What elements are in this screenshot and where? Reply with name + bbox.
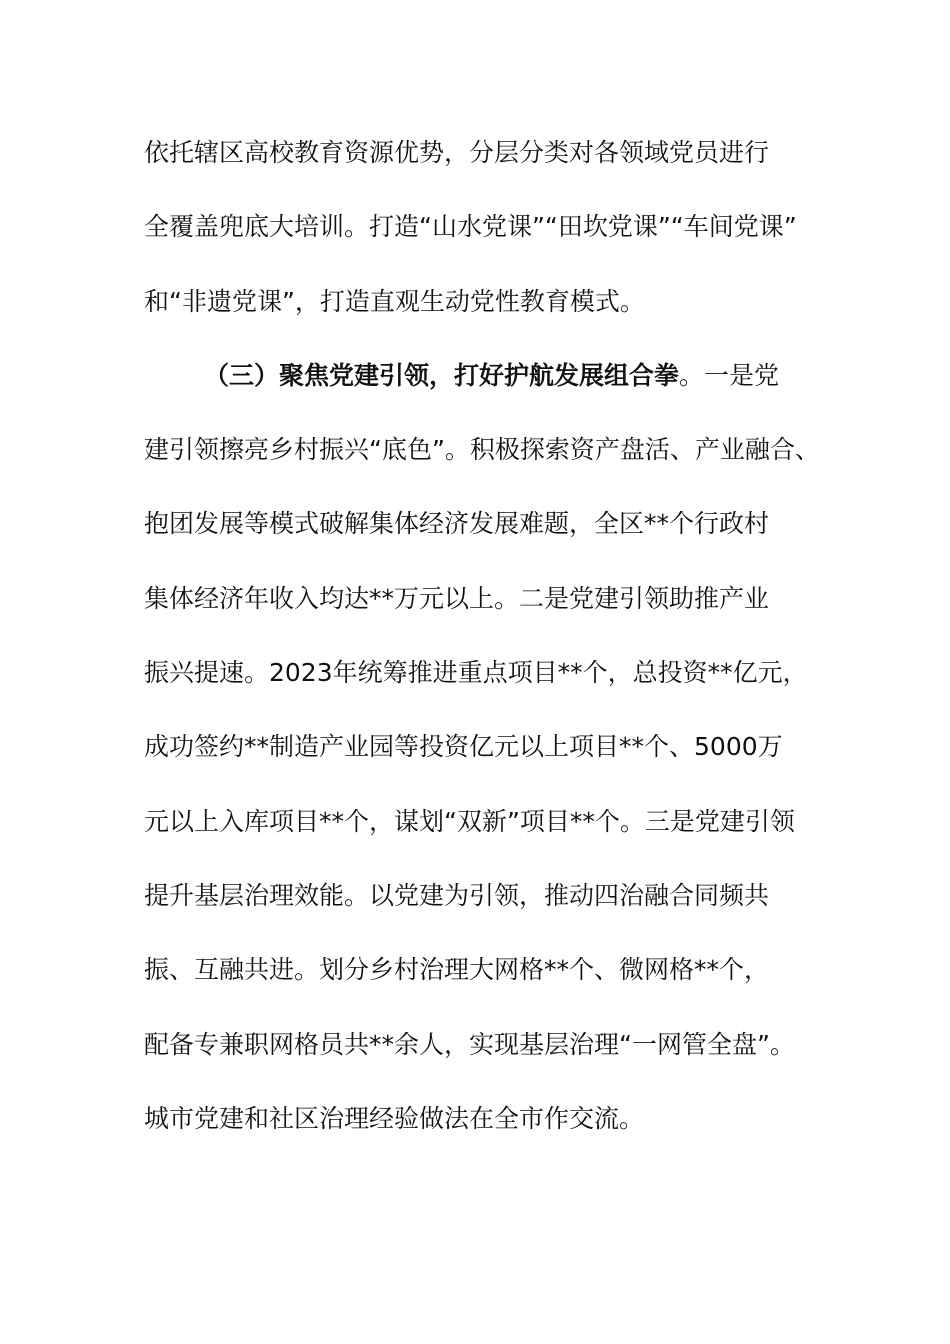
body-text [144, 126, 844, 1166]
section-heading: （三）聚焦党建引领，打好护航发展组合拳 [204, 360, 680, 390]
text-line: 成功签约**制造产业园等投资亿元以上项目**个、5000万 [144, 732, 783, 762]
text-line: 城市党建和社区治理经验做法在全市作交流。 [144, 1103, 645, 1133]
text-line: 集体经济年收入均达**万元以上。二是党建引领助推产业 [144, 583, 770, 613]
text-line: 元以上入库项目**个，谋划“双新”项目**个。三是党建引领 [144, 806, 795, 836]
text-line: 依托辖区高校教育资源优势，分层分类对各领域党员进行 [144, 138, 770, 167]
text-line: 振、互融共进。划分乡村治理大网格**个、微网格**个， [144, 955, 770, 985]
text-line: 和“非遗党课”，打造直观生动党性教育模式。 [144, 286, 645, 316]
section-heading-line [144, 349, 844, 423]
text-line: 抱团发展等模式破解集体经济发展难题，全区**个行政村 [144, 509, 770, 539]
text-line: 振兴提速。2023年统筹推进重点项目**个，总投资**亿元， [144, 658, 808, 688]
text-line: 提升基层治理效能。以党建为引领，推动四治融合同频共 [144, 880, 770, 910]
text-line: 建引领擦亮乡村振兴“底色”。积极探索资产盘活、产业融合、 [144, 435, 820, 465]
text-line: 配备专兼职网格员共**余人，实现基层治理“一网管全盘”。 [144, 1029, 795, 1059]
section-lead-text: 。一是党 [679, 360, 780, 390]
text-line: 全覆盖兜底大培训。打造“山水党课”“田坎党课”“车间党课” [144, 212, 797, 242]
